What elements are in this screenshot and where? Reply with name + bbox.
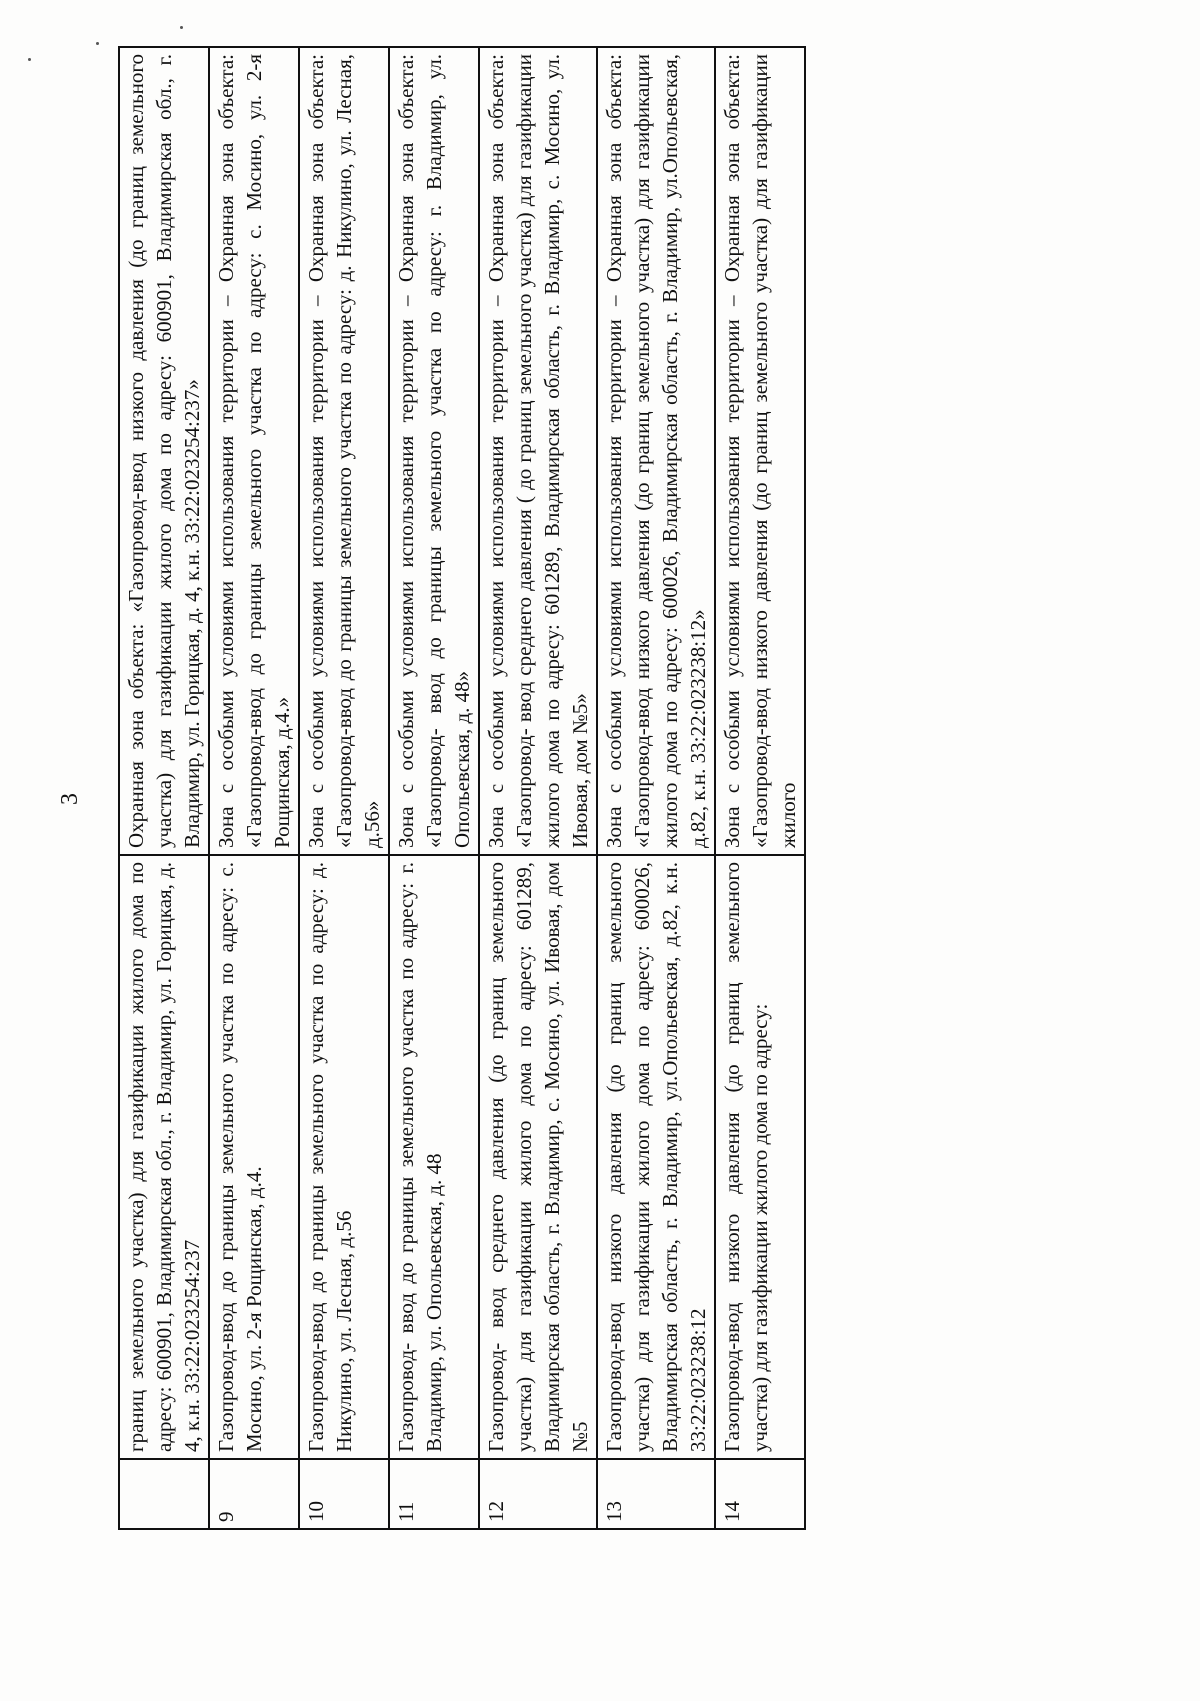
object-description: Газопровод- ввод до границы земельного участка по адресу: г. Владимир, ул. Опольевская, д. 48: [389, 855, 479, 1459]
object-description: Газопровод-ввод до границы земельного участка по адресу: д. Никулино, ул. Лесная, д.56: [299, 855, 389, 1459]
object-description: Газопровод-ввод низкого давления (до границ земельного участка) для газификации жилого дома по адресу: 600026, Владимирская область, г. Владимир, ул.Опольевская, д.82, к.н. 33:22:023238:12: [597, 855, 715, 1459]
zone-description: Зона с особыми условиями использования территории – Охранная зона объекта: «Газопровод- ввод до границы земельного участка по адресу: г. Владимир, ул. Опольевская, д. 48»: [389, 47, 479, 855]
scan-speck: [28, 58, 31, 61]
row-number: 10: [299, 1459, 389, 1529]
scan-speck: [96, 42, 99, 45]
zone-description: Зона с особыми условиями использования территории – Охранная зона объекта: «Газопровод-ввод низкого давления (до границ земельного участка) для газификации жилого: [715, 47, 805, 855]
zone-description: Зона с особыми условиями использования территории – Охранная зона объекта: «Газопровод- ввод среднего давления ( до границ земельного участка) для газификации жилого дома по адресу: 601289, Владимирская область, г. Владимир, с. Мосино, ул. Ивовая, дом №5»: [479, 47, 597, 855]
table-row: [299, 47, 389, 1529]
object-description: границ земельного участка) для газификации жилого дома по адресу: 600901, Владимирская обл., г. Владимир, ул. Горицкая, д. 4, к.н. 33:22:023254:237: [119, 855, 209, 1459]
row-number: 14: [715, 1459, 805, 1529]
page-number: 3: [57, 793, 83, 805]
table-row: [597, 47, 715, 1529]
zone-description: Зона с особыми условиями использования территории – Охранная зона объекта: «Газопровод-ввод до границы земельного участка по адресу: д. Никулино, ул. Лесная, д.56»: [299, 47, 389, 855]
row-number: 12: [479, 1459, 597, 1529]
table-row: [715, 47, 805, 1529]
row-number: 11: [389, 1459, 479, 1529]
row-number: 13: [597, 1459, 715, 1529]
table-row: [389, 47, 479, 1529]
object-description: Газопровод-ввод до границы земельного участка по адресу: с. Мосино, ул. 2-я Рощинская, д.4.: [209, 855, 299, 1459]
document-table: [118, 46, 806, 1530]
object-description: Газопровод- ввод среднего давления (до границ земельного участка) для газификации жилого дома по адресу: 601289, Владимирская область, г. Владимир, с. Мосино, ул. Ивовая, дом №5: [479, 855, 597, 1459]
object-description: Газопровод-ввод низкого давления (до границ земельного участка) для газификации жилого дома по адресу:: [715, 855, 805, 1459]
table-row: [479, 47, 597, 1529]
row-number: [119, 1459, 209, 1529]
table-row: [209, 47, 299, 1529]
table-row: [119, 47, 209, 1529]
zone-description: Зона с особыми условиями использования территории – Охранная зона объекта: «Газопровод-ввод до границы земельного участка по адресу: с. Мосино, ул. 2-я Рощинская, д.4.»: [209, 47, 299, 855]
rotated-content: [57, 54, 1018, 1530]
row-number: 9: [209, 1459, 299, 1529]
scan-speck: [180, 26, 183, 29]
zone-description: Зона с особыми условиями использования территории – Охранная зона объекта: «Газопровод-ввод низкого давления (до границ земельного участка) для газификации жилого дома по адресу: 600026, Владимирская область, г. Владимир, ул.Опольевская, д.82, к.н. 33:22:023238:12»: [597, 47, 715, 855]
zone-description: Охранная зона объекта: «Газопровод-ввод низкого давления (до границ земельного участка) для газификации жилого дома по адресу: 600901, Владимирская обл., г. Владимир, ул. Горицкая, д. 4, к.н. 33:22:023254:237»: [119, 47, 209, 855]
